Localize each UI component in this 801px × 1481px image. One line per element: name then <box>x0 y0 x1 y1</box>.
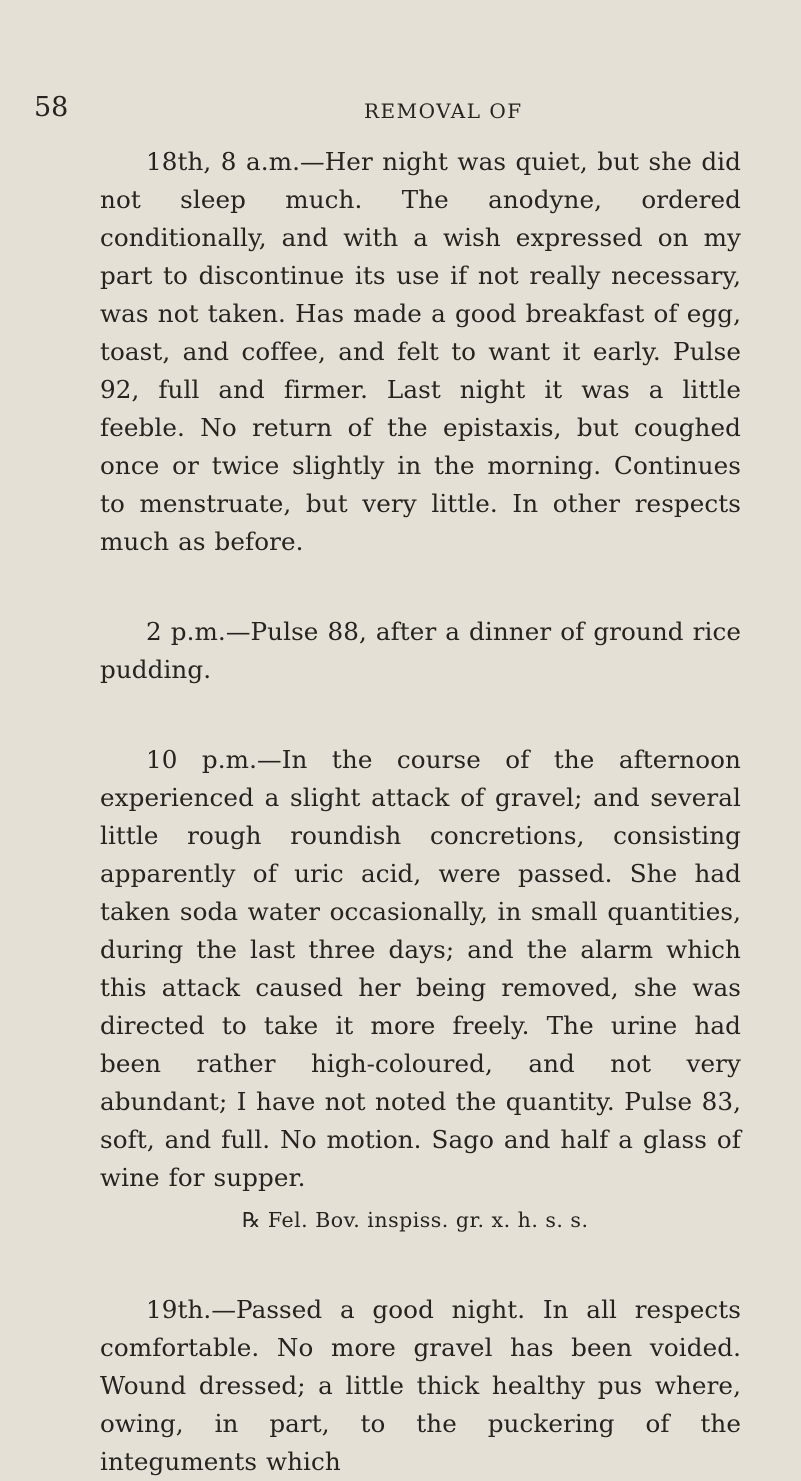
page-header <box>0 92 801 132</box>
paragraph-10pm: 10 p.m.—In the course of the afternoon experienced a slight attack of gravel; and several little rough roundish concretions, consisting apparently of uric acid, were passed. She had taken soda water occasionally, in small quantities, during the last three days; and the alarm which this attack caused her being removed, she was directed to take it more freely. The urine had been rather high-coloured, and not very abundant; I have not noted the quantity. Pulse 83, soft, and full. No motion. Sago and half a glass of wine for supper. <box>100 745 741 1192</box>
running-head: REMOVAL OF <box>364 99 523 123</box>
paragraph-2pm: 2 p.m.—Pulse 88, after a dinner of ground rice pudding. <box>100 617 741 684</box>
prescription-line: ℞ Fel. Bov. inspiss. gr. x. h. s. s. <box>242 1208 589 1232</box>
page-number: 58 <box>34 92 69 123</box>
page-body <box>100 143 741 1481</box>
paragraph-19th: 19th.—Passed a good night. In all respects comfortable. No more gravel has been voided. Wound dressed; a little thick healthy pus where, owing, in part, to the puckering of the integuments which <box>100 1295 741 1476</box>
paragraph-18th-morning: 18th, 8 a.m.—Her night was quiet, but she did not sleep much. The anodyne, ordered conditionally, and with a wish expressed on my part to discontinue its use if not really necessary, was not taken. Has made a good breakfast of egg, toast, and coffee, and felt to want it early. Pulse 92, full and firmer. Last night it was a little feeble. No return of the epistaxis, but coughed once or twice slightly in the morning. Continues to menstruate, but very little. In other respects much as before. <box>100 147 741 556</box>
